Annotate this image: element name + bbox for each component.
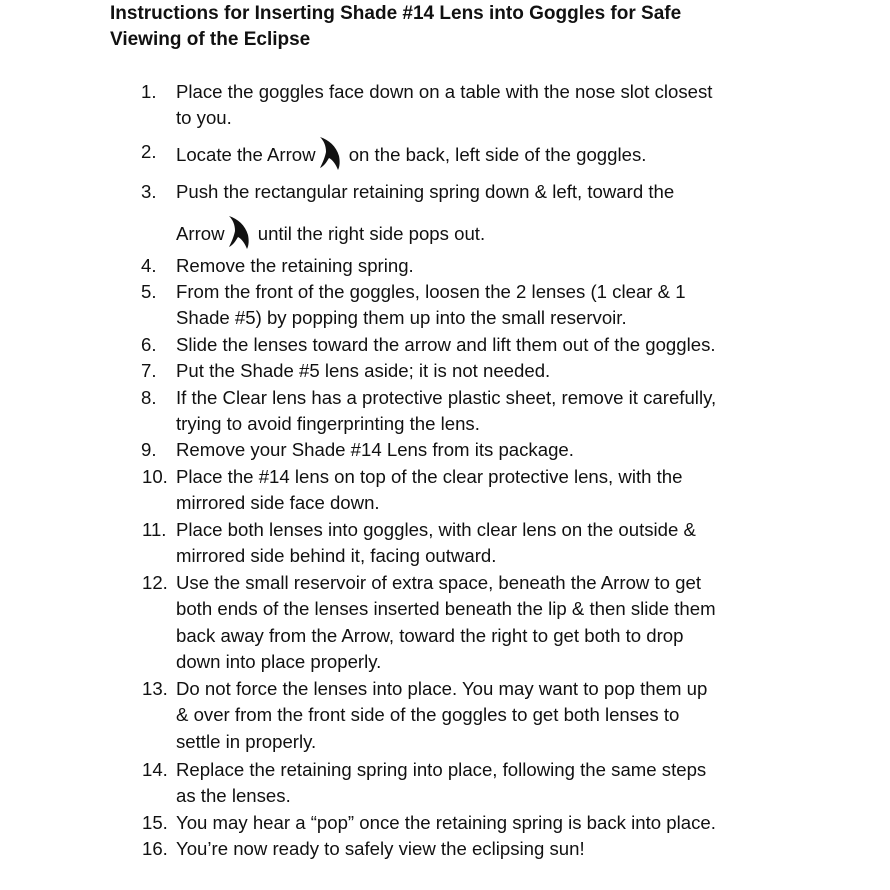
title-line: Viewing of the Eclipse [110, 29, 311, 51]
step-number: 11. [142, 519, 167, 540]
step-number: 6. [141, 334, 157, 355]
step-number: 10. [142, 466, 168, 487]
page-title [110, 1, 810, 54]
step-text: You may hear a “pop” once the retaining spring is back into place. [176, 812, 716, 833]
arrow-icon [318, 136, 342, 170]
step-text: Remove your Shade #14 Lens from its package. [176, 439, 574, 460]
step-text: Place the #14 lens on top of the clear protective lens, with the mirrored side face down. [176, 466, 683, 514]
step-text: Replace the retaining spring into place, following the same steps as the lenses. [176, 759, 707, 807]
step-text: Slide the lenses toward the arrow and lift them out of the goggles. [176, 334, 716, 355]
step-text: Use the small reservoir of extra space, beneath the Arrow to get both ends of the lenses inserted beneath the lip & then slide them back away from the Arrow, toward the right to get both to drop down into place properly. [176, 572, 716, 673]
step-number: 1. [141, 81, 157, 102]
step-text: Place the goggles face down on a table with the nose slot closest to you. [176, 81, 713, 129]
step-text: Locate the Arrow on the back, left side of the goggles. [176, 139, 776, 165]
step-number: 3. [141, 181, 157, 202]
step-text: You’re now ready to safely view the eclipsing sun! [176, 838, 585, 859]
step-number: 8. [141, 387, 157, 408]
step-number: 4. [141, 255, 157, 276]
step-number: 5. [141, 281, 157, 302]
title-line: Instructions for Inserting Shade #14 Lens into Goggles for Safe [110, 3, 682, 24]
step-number: 15. [142, 812, 168, 833]
step-text: Place both lenses into goggles, with clear lens on the outside & mirrored side behind it, facing outward. [176, 519, 696, 567]
step-number: 7. [141, 360, 157, 381]
step-text: If the Clear lens has a protective plastic sheet, remove it carefully, trying to avoid fingerprinting the lens. [176, 387, 717, 435]
step-text: Do not force the lenses into place. You may want to pop them up & over from the front side of the goggles to get both lenses to settle in properly. [176, 678, 708, 752]
step-text: From the front of the goggles, loosen the 2 lenses (1 clear & 1 Shade #5) by popping them up into the small reservoir. [176, 281, 686, 329]
step-text: Put the Shade #5 lens aside; it is not needed. [176, 360, 551, 381]
arrow-icon [227, 215, 251, 249]
step-number: 2. [141, 141, 157, 162]
step-number: 9. [141, 439, 157, 460]
step-number: 13. [142, 678, 168, 699]
step-text: Push the rectangular retaining spring down & left, toward the Arrow until the right side pops out. [176, 179, 776, 245]
step-text: Remove the retaining spring. [176, 255, 414, 276]
step-number: 12. [142, 572, 168, 593]
step-number: 16. [142, 838, 168, 859]
step-number: 14. [142, 759, 168, 780]
